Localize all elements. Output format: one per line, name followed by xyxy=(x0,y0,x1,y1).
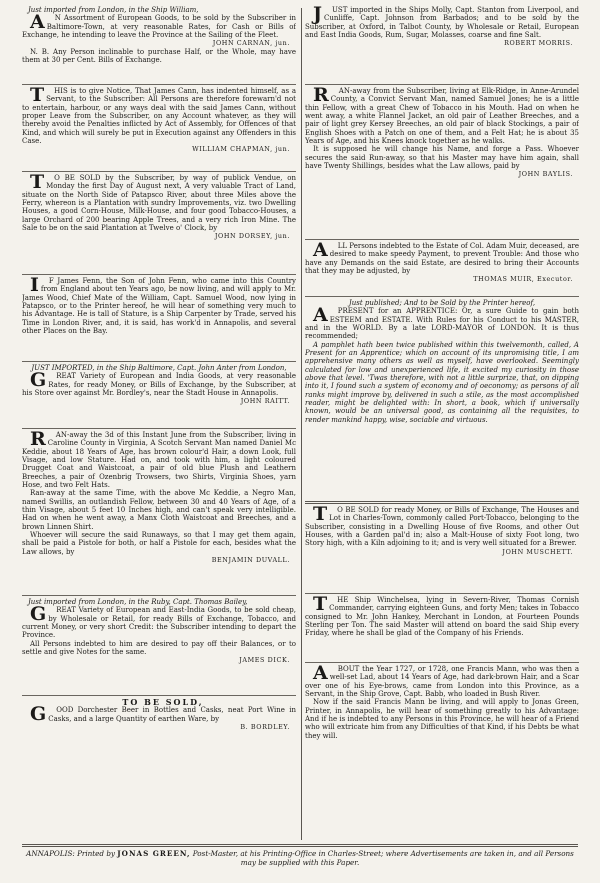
drop-cap: T xyxy=(313,596,328,615)
ad-body: REAT Variety of European and East-India Goods, to be sold cheap, by Wholesale or Retail, for ready Bills of Exchange, Tobacco, and current Money, or very short Credit: the Subscriber intending to depart the Province. xyxy=(22,606,296,640)
drop-cap: A xyxy=(30,11,45,34)
advertisement-dorsey xyxy=(22,174,296,272)
right-column xyxy=(305,6,579,775)
ad-body: F James Fenn, the Son of John Fenn, who came into this Country from England about ten Years ago, be now living, and will apply to Mr. James Wood, Chief Mate of the William, Capt. Samuel Wood, now lying in Patapsco, or to the Printer hereof, he will hear of something very much to his Advantage. He is tall of Stature, is a Ship Carpenter by Trade, served his Time in London River, and, it is said, has work'd in Annapolis, and several other Places on the Bay. xyxy=(22,277,296,336)
separator xyxy=(22,361,296,362)
ad-note: N. B. Any Person inclinable to purchase Half, or the Whole, may have them at 30 per Cent. Bills of Exchange. xyxy=(22,47,296,65)
separator xyxy=(305,84,579,85)
advertisement-winchelsea xyxy=(305,596,579,660)
separator xyxy=(305,296,579,297)
ad-signature: JOHN CARNAN, jun. xyxy=(212,39,290,48)
drop-cap: T xyxy=(313,506,328,525)
ad-signature: BENJAMIN DUVALL. xyxy=(211,556,290,565)
ad-body: REAT Variety of European and India Goods, at very reasonable Rates, for ready Money, or Bills of Exchange, by the Subscriber, at his Store over against Mr. Bordley's, near the Stadt House in Annapolis. xyxy=(22,372,296,398)
advertisement-fenn xyxy=(22,277,296,359)
ad-heading: Just imported from London, in the Ship William, xyxy=(28,6,199,14)
drop-cap: J xyxy=(313,6,322,25)
advertisement-raitt xyxy=(22,364,296,426)
imprint-text-2: Post-Master, at his Printing-Office in Charles-Street; where Advertisements are taken in, and all Persons may be supplied with this Paper. xyxy=(192,849,574,867)
ad-signature: WILLIAM CHAPMAN, jun. xyxy=(192,145,290,154)
separator xyxy=(22,595,296,596)
advertisement-baylis xyxy=(305,87,579,237)
ad-body: HIS is to give Notice, That James Cann, has indented himself, as a Servant, to the Subscriber: All Persons are therefore forewarn'd not to entertain, harbour, or any ways deal with the said James Cann, without proper Leave from the Subscriber, on any Account whatever, as they will thereby avoid the Penalties inflicted by Act of Assembly, for Offences of that Kind, and which will surely be put in Execution against any Offenders in this Case. xyxy=(22,87,296,146)
ad-body: HE Ship Winchelsea, lying in Severn-River, Thomas Cornish Commander, carrying eighteen Guns, and forty Men; takes in Tobacco consigned to Mr. John Hankey, Merchant in London, at Fourteen Pounds Sterling per Ton. The said Master will attend on board the said Ship every Friday, where he shall be glad of the Company of his Friends. xyxy=(305,596,579,638)
drop-cap: A xyxy=(313,304,328,327)
drop-cap: G xyxy=(30,703,47,726)
advertisement-morris xyxy=(305,6,579,82)
separator xyxy=(305,593,579,594)
advertisement-muschett xyxy=(305,506,579,591)
ad-body: UST imported in the Ships Molly, Capt. Stanton from Liverpool, and Cunliffe, Capt. Johnson from Barbados; and to be sold by the Subscriber, at Oxford, in Talbot County, by Wholesale or Retail, European and East India Goods, Rum, Sugar, Molasses, coarse and fine Salt. xyxy=(305,6,579,40)
advertisement-apprentice xyxy=(305,299,579,499)
drop-cap: T xyxy=(30,87,45,106)
ad-body: OOD Dorchester Beer in Bottles and Casks, neat Port Wine in Casks, and a large Quantity of earthen Ware, by xyxy=(48,706,296,723)
advertisement-duvall xyxy=(22,431,296,593)
ad-body-2: Ran-away at the same Time, with the above Mc Keddie, a Negro Man, named Swillis, an outlandish Fellow, between 30 and 40 Years of Age, of a thin Visage, about 5 feet 10 Inches high, and can't speak very intelligible. Had on when he went away, a Manx Cloth Waistcoat and Breeches, and a brown Linnen Shirt. xyxy=(22,489,296,531)
ad-title: TO BE SOLD, xyxy=(122,698,204,707)
imprint-printer: JONAS GREEN, xyxy=(117,849,191,858)
drop-cap: R xyxy=(313,87,329,106)
ad-heading: Just imported from London, in the Ruby, Capt. Thomas Bailey, xyxy=(28,598,248,606)
separator xyxy=(305,662,579,663)
separator xyxy=(22,84,296,85)
advertisement-mann xyxy=(305,665,579,775)
advertisement-bordley xyxy=(22,698,296,746)
separator xyxy=(305,501,579,504)
drop-cap: A xyxy=(313,242,328,261)
ad-signature: JAMES DICK. xyxy=(239,656,290,665)
ad-heading: JUST IMPORTED, in the Ship Baltimore, Capt. John Anter from London, xyxy=(31,364,287,372)
separator xyxy=(22,274,296,275)
separator xyxy=(22,428,296,429)
column-divider xyxy=(301,8,302,840)
separator xyxy=(22,695,296,696)
ad-body-2: It is supposed he will change his Name, and forge a Pass. Whoever secures the said Run-away, so that his Master may have him again, shall have Twenty Shillings, besides what the Law allows, paid by xyxy=(305,145,579,171)
imprint-text-1: Printed by xyxy=(77,849,115,858)
ad-signature: ROBERT MORRIS. xyxy=(504,39,573,48)
separator xyxy=(22,171,296,172)
ad-body: O BE SOLD for ready Money, or Bills of Exchange, The Houses and Lot in Charles-Town, commonly called Port-Tobacco, belonging to the Subscriber, consisting in a Dwelling House of five Rooms, and other Out Houses, with a Garden pal'd in; also a Malt-House of sixty Foot long, two Story high, with a Kiln adjoining to it; and is very well situated for a Brewer. xyxy=(305,506,579,548)
advertisement-dick xyxy=(22,598,296,693)
advertisement-chapman xyxy=(22,87,296,169)
ad-body: PRESENT for an APPRENTICE: Or, a sure Guide to gain both ESTEEM and ESTATE. With Rules for his Conduct to his MASTER, and in the WORLD. By a late LORD-MAYOR of LONDON. It is thus recommended; xyxy=(305,307,579,341)
ad-heading: Just published; And to be Sold by the Printer hereof, xyxy=(348,299,536,307)
ad-recommendation: A pamphlet hath been twice published within this twelvemonth, called, A Present for an Apprentice; which on account of its unpromising title, I am apprehensive many others as well as myself, have overlooked. Seemingly calculated for low and unexperienced life, it excited my curiosity in those above that level. 'Twas therefore, with not a little surprize, that, on dipping into it, I found such a system of economy and of oeconomy; as persons of all ranks might improve by, delivered in such a stile, as the most accomplished reader, might be delighted with: In short, a book, which if universally known, would be an universal good, as containing all the requisites, to render mankind happy, wise, sociable and virtuous. xyxy=(305,340,579,424)
ad-signature: JOHN RAITT. xyxy=(240,397,290,406)
drop-cap: R xyxy=(30,431,46,450)
drop-cap: T xyxy=(30,174,45,193)
printer-imprint xyxy=(22,844,578,867)
drop-cap: G xyxy=(30,603,47,626)
ad-body: N Assortment of European Goods, to be sold by the Subscriber in Baltimore-Town, at very reasonable Rates, for Cash or Bills of Exchange, he intending to leave the Province at the Sailing of the Fleet. xyxy=(22,14,296,40)
ad-body-3: Whoever will secure the said Runaways, so that I may get them again, shall be paid a Pistole for both, or half a Pistole for each, besides what the Law allows, by xyxy=(22,531,296,556)
ad-body: AN-away from the Subscriber, living at Elk-Ridge, in Anne-Arundel County, a Convict Servant Man, named Samuel Jones; he is a little thin Fellow, with a great Chew of Tobacco in his Mouth. Had on when he went away, a white Flannel Jacket, an old pair of Leather Breeches, and a pair of light grey Kersey Breeches, an old pair of black Stockings, a pair of English Shoes with a Patch on one of them, and a Felt Hat; he is about 35 Years of Age, and his Knees knock together as he walks. xyxy=(305,87,579,146)
imprint-place: ANNAPOLIS: xyxy=(26,849,75,858)
advertisement-muir xyxy=(305,242,579,294)
ad-body-2: Now if the said Francis Mann be living, and will apply to Jonas Green, Printer, in Annapolis, he will hear of something greatly to his Advantage: And if he is indebted to any Persons in this Province, he will hear of a Friend who will extricate him from any Difficulties of that Kind, if his Debts be what they will. xyxy=(305,698,579,740)
ad-body-2: All Persons indebted to him are desired to pay off their Balances, or to settle and give Notes for the same. xyxy=(22,639,296,657)
ad-body: O BE SOLD by the Subscriber, by way of publick Vendue, on Monday the first Day of August next, A very valuable Tract of Land, situate on the North Side of Patapsco River, about three Miles above the Ferry, whereon is a Plantation with sundry Improvements, viz. two Dwelling Houses, a good Corn-House, Milk-House, and four good Tobacco-Houses, a large Orchard of 200 bearing Apple Trees, and a very rich Iron Mine. The Sale to be on the said Plantation at Twelve o' Clock, by xyxy=(22,174,296,233)
drop-cap: I xyxy=(30,277,39,296)
newspaper-page xyxy=(22,6,578,876)
drop-cap: A xyxy=(313,665,328,684)
ad-signature: JOHN MUSCHETT. xyxy=(502,547,573,556)
drop-cap: G xyxy=(30,369,47,392)
ad-signature: THOMAS MUIR, Executor. xyxy=(473,275,573,284)
ad-signature: B. BORDLEY. xyxy=(240,723,290,732)
ad-signature: JOHN BAYLIS. xyxy=(518,170,573,179)
advertisement-carnan xyxy=(22,6,296,82)
separator xyxy=(305,239,579,240)
left-column xyxy=(22,6,296,746)
ad-body: LL Persons indebted to the Estate of Col. Adam Muir, deceased, are desired to make speedy Payment, to prevent Trouble: And those who have any Demands on the said Estate, are desired to bring their Accounts that they may be adjusted, by xyxy=(305,242,579,276)
ad-body: BOUT the Year 1727, or 1728, one Francis Mann, who was then a well-set Lad, about 14 Years of Age, had dark-brown Hair, and a Scar over one of his Eye-brows, came from London into this Province, as a Servant, in the Ship Grove, Capt. Babb, who loaded in Bush River. xyxy=(305,665,579,699)
ad-body: AN-away the 3d of this Instant June from the Subscriber, living in Caroline County in Virginia, A Scotch Servant Man named Daniel Mc Keddie, about 18 Years of Age, has brown colour'd Hair, a down Look, full Visage, and low Stature. Had on, and took with him, a light coloured Drugget Coat and Waistcoat, a pair of old blue Plush and Leathern Breeches, a pair of Ozenbrig Trowsers, two Shirts, Virginia Shoes, yarn Hose, and two Felt Hats. xyxy=(22,431,296,490)
ad-signature: JOHN DORSEY, jun. xyxy=(214,232,290,241)
